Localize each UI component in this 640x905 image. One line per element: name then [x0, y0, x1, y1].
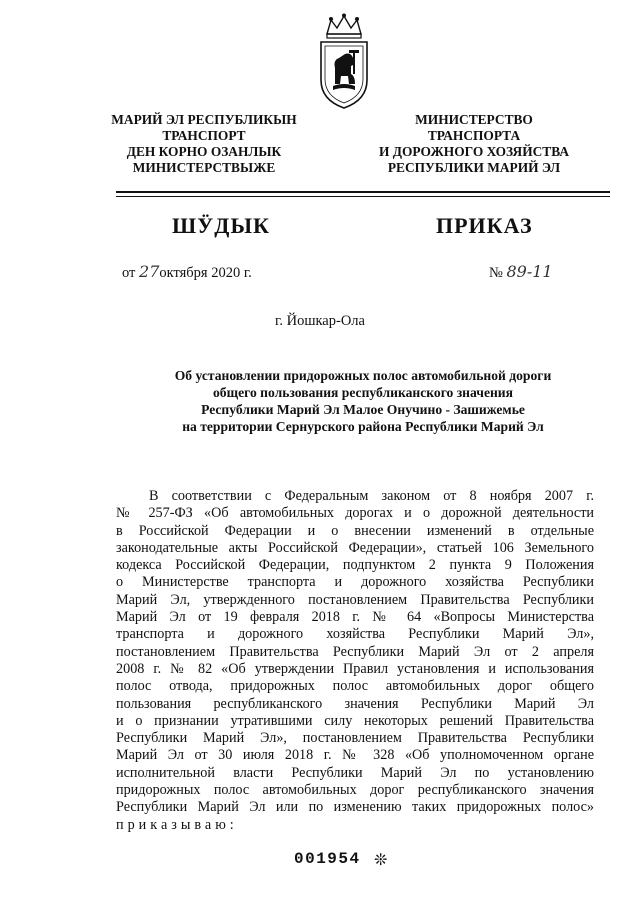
header-divider-thick [116, 191, 610, 193]
body-line: № 257-ФЗ «Об автомобильных дорогах и о дорожной деятельности [116, 505, 594, 522]
body-line: полос отвода, придорожных полос автомобильных дорог общего [116, 678, 594, 695]
document-title [116, 367, 610, 435]
header-right-block [352, 112, 596, 176]
body-line: В соответствии с Федеральным законом от 8 ноября 2007 г. [149, 488, 594, 504]
header-right-line: РЕСПУБЛИКИ МАРИЙ ЭЛ [387, 160, 561, 175]
header-divider-thin [116, 196, 610, 197]
header-left-line: МИНИСТЕРСТВЫЖЕ [132, 160, 276, 175]
coat-of-arms-emblem-icon [315, 12, 373, 112]
doc-type-mari: ШӰДЫК [172, 213, 270, 238]
body-line: транспорта и дорожного хозяйства Республики Марий Эл», [116, 626, 594, 643]
number-prefix: № [489, 265, 503, 281]
body-line: кодекса Российской Федерации, подпунктом 2 пункта 9 Положения [116, 557, 594, 574]
body-line: и о признании утратившими силу некоторых решений Правительства [116, 712, 594, 729]
title-line: общего пользования республиканского значения [213, 385, 513, 400]
header-right-line: МИНИСТЕРСТВО [415, 112, 533, 127]
body-line: законодательные акты Российской Федерации», статьей 106 Земельного [116, 539, 594, 556]
form-serial-number: 001954 [294, 850, 361, 868]
body-line: Марий Эл от 30 июля 2018 г. № 328 «Об уполномоченном органе [116, 747, 594, 764]
document-number [489, 262, 553, 282]
header-left-block [84, 112, 324, 176]
body-line: Марий Эл от 19 февраля 2018 г. № 64 «Вопросы Министерства [116, 609, 594, 626]
body-line: о Министерстве транспорта и дорожного хозяйства Республики [116, 574, 594, 591]
body-line: 2008 г. № 82 «Об утверждении Правил установления и использования [116, 660, 594, 677]
document-body [116, 488, 594, 834]
body-line: пользования республиканского значения Республики Марий Эл [116, 695, 594, 712]
title-line: Республики Марий Эл Малое Онучино - Зашижемье [201, 402, 525, 417]
title-line: Об установлении придорожных полос автомобильной дороги [174, 368, 552, 383]
body-line: в Российской Федерации и о внесении изменений в отдельные [116, 522, 594, 539]
doc-type-russian: ПРИКАЗ [436, 213, 533, 238]
body-line-order-word: приказываю: [116, 816, 238, 833]
body-line: Марий Эл, утвержденного постановлением Правительства Республики [116, 591, 594, 608]
serial-ornament-icon: ❊ [374, 852, 388, 869]
date-day-handwritten: 27 [139, 262, 160, 281]
header-left-line: МАРИЙ ЭЛ РЕСПУБЛИКЫН [111, 112, 297, 127]
header-left-line: ДЕН КОРНО ОЗАНЛЫК [126, 144, 282, 159]
body-line: Республики Марий Эл», постановлением Правительства Республики [116, 730, 594, 747]
body-line: Республики Марий Эл или по изменению таких придорожных полос» [116, 799, 594, 816]
header-left-line: ТРАНСПОРТ [162, 128, 246, 143]
document-city: г. Йошкар-Ола [275, 313, 365, 329]
title-line: на территории Сернурского района Республики Марий Эл [182, 419, 544, 434]
body-line: постановлением Правительства Республики Марий Эл от 2 апреля [116, 643, 594, 660]
header-right-line: И ДОРОЖНОГО ХОЗЯЙСТВА [378, 144, 569, 159]
body-line: придорожных полос автомобильных дорог республиканского значения [116, 782, 594, 799]
date-prefix: от [122, 265, 136, 281]
document-date [122, 262, 252, 282]
body-line: исполнительной власти Республики Марий Эл по установлению [116, 764, 594, 781]
date-rest: октября 2020 г. [159, 265, 252, 281]
header-right-line: ТРАНСПОРТА [427, 128, 521, 143]
number-value-handwritten: 89-11 [506, 262, 553, 281]
